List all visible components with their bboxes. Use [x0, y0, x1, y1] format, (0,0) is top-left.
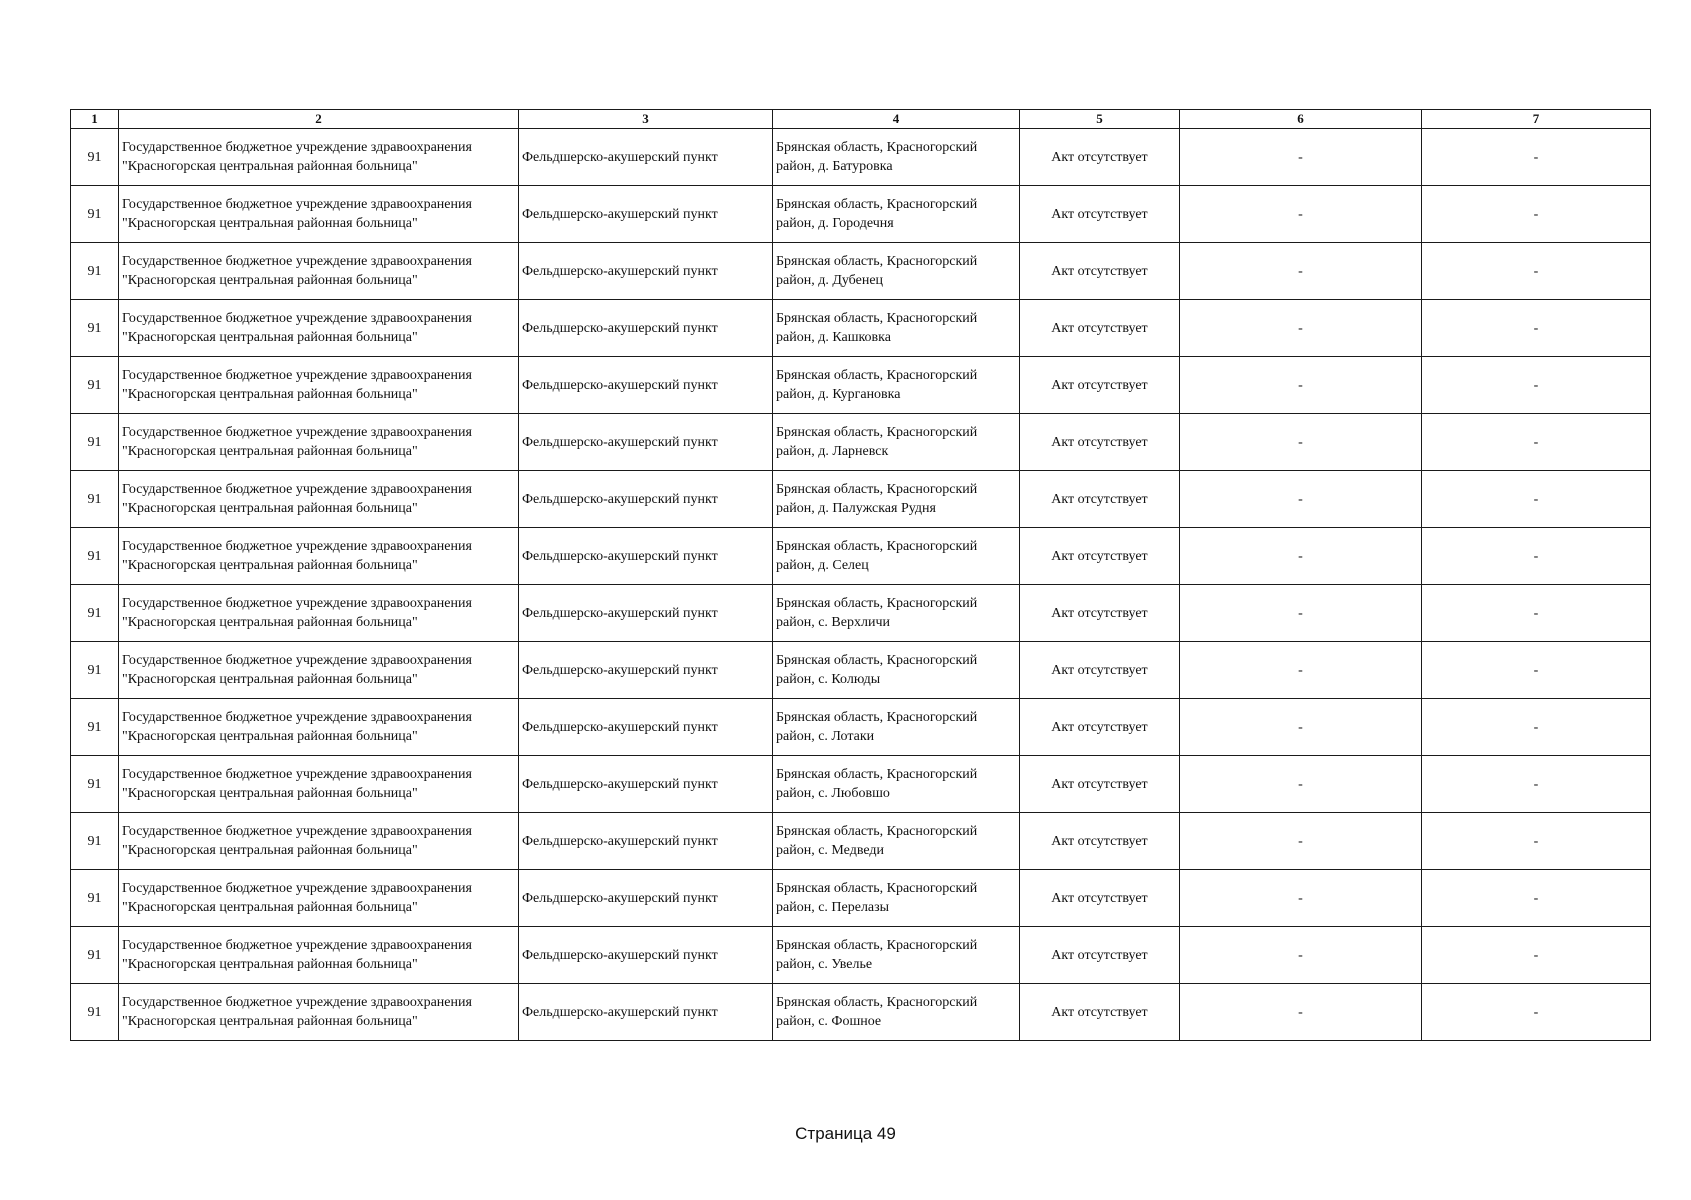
row-number: 91	[71, 870, 119, 927]
facility-type: Фельдшерско-акушерский пункт	[519, 186, 773, 243]
table-row	[71, 414, 1651, 471]
facility-address: Брянская область, Красногорский район, с. Любовшо	[773, 756, 1020, 813]
organization-name: Государственное бюджетное учреждение здравоохранения "Красногорская центральная районная больница"	[119, 186, 519, 243]
facility-type: Фельдшерско-акушерский пункт	[519, 471, 773, 528]
facility-type: Фельдшерско-акушерский пункт	[519, 984, 773, 1041]
row-number: 91	[71, 243, 119, 300]
column-6-value: -	[1180, 984, 1422, 1041]
column-7-value: -	[1422, 813, 1651, 870]
organization-name: Государственное бюджетное учреждение здравоохранения "Красногорская центральная районная больница"	[119, 243, 519, 300]
act-status: Акт отсутствует	[1020, 870, 1180, 927]
facility-address: Брянская область, Красногорский район, д. Кашковка	[773, 300, 1020, 357]
organization-name: Государственное бюджетное учреждение здравоохранения "Красногорская центральная районная больница"	[119, 870, 519, 927]
organization-name: Государственное бюджетное учреждение здравоохранения "Красногорская центральная районная больница"	[119, 927, 519, 984]
facility-address: Брянская область, Красногорский район, с. Лотаки	[773, 699, 1020, 756]
facility-address: Брянская область, Красногорский район, с. Медведи	[773, 813, 1020, 870]
column-7-value: -	[1422, 870, 1651, 927]
column-6-value: -	[1180, 528, 1422, 585]
organization-name: Государственное бюджетное учреждение здравоохранения "Красногорская центральная районная больница"	[119, 813, 519, 870]
column-6-value: -	[1180, 186, 1422, 243]
facility-address: Брянская область, Красногорский район, д. Ларневск	[773, 414, 1020, 471]
act-status: Акт отсутствует	[1020, 186, 1180, 243]
header-row	[71, 110, 1651, 129]
act-status: Акт отсутствует	[1020, 129, 1180, 186]
column-7-value: -	[1422, 756, 1651, 813]
act-status: Акт отсутствует	[1020, 243, 1180, 300]
table-row	[71, 642, 1651, 699]
organization-name: Государственное бюджетное учреждение здравоохранения "Красногорская центральная районная больница"	[119, 300, 519, 357]
act-status: Акт отсутствует	[1020, 585, 1180, 642]
organization-name: Государственное бюджетное учреждение здравоохранения "Красногорская центральная районная больница"	[119, 528, 519, 585]
column-header-5: 5	[1020, 110, 1180, 129]
act-status: Акт отсутствует	[1020, 357, 1180, 414]
table-row	[71, 984, 1651, 1041]
organization-name: Государственное бюджетное учреждение здравоохранения "Красногорская центральная районная больница"	[119, 357, 519, 414]
row-number: 91	[71, 984, 119, 1041]
column-header-7: 7	[1422, 110, 1651, 129]
column-6-value: -	[1180, 642, 1422, 699]
organization-name: Государственное бюджетное учреждение здравоохранения "Красногорская центральная районная больница"	[119, 699, 519, 756]
facility-address: Брянская область, Красногорский район, с. Перелазы	[773, 870, 1020, 927]
column-6-value: -	[1180, 927, 1422, 984]
row-number: 91	[71, 756, 119, 813]
column-header-1: 1	[71, 110, 119, 129]
facility-address: Брянская область, Красногорский район, с. Верхличи	[773, 585, 1020, 642]
facility-address: Брянская область, Красногорский район, д. Палужская Рудня	[773, 471, 1020, 528]
facility-type: Фельдшерско-акушерский пункт	[519, 870, 773, 927]
row-number: 91	[71, 813, 119, 870]
facility-type: Фельдшерско-акушерский пункт	[519, 756, 773, 813]
row-number: 91	[71, 471, 119, 528]
facility-address: Брянская область, Красногорский район, д. Селец	[773, 528, 1020, 585]
column-header-4: 4	[773, 110, 1020, 129]
column-header-6: 6	[1180, 110, 1422, 129]
organization-name: Государственное бюджетное учреждение здравоохранения "Красногорская центральная районная больница"	[119, 129, 519, 186]
table-row	[71, 813, 1651, 870]
organization-name: Государственное бюджетное учреждение здравоохранения "Красногорская центральная районная больница"	[119, 756, 519, 813]
column-7-value: -	[1422, 984, 1651, 1041]
column-6-value: -	[1180, 243, 1422, 300]
facility-type: Фельдшерско-акушерский пункт	[519, 813, 773, 870]
table-row	[71, 471, 1651, 528]
column-6-value: -	[1180, 813, 1422, 870]
column-7-value: -	[1422, 642, 1651, 699]
table-row	[71, 300, 1651, 357]
column-7-value: -	[1422, 414, 1651, 471]
column-7-value: -	[1422, 129, 1651, 186]
column-header-3: 3	[519, 110, 773, 129]
column-7-value: -	[1422, 528, 1651, 585]
table-row	[71, 870, 1651, 927]
facility-type: Фельдшерско-акушерский пункт	[519, 357, 773, 414]
column-6-value: -	[1180, 699, 1422, 756]
facility-type: Фельдшерско-акушерский пункт	[519, 129, 773, 186]
act-status: Акт отсутствует	[1020, 927, 1180, 984]
row-number: 91	[71, 186, 119, 243]
column-6-value: -	[1180, 414, 1422, 471]
facility-type: Фельдшерско-акушерский пункт	[519, 642, 773, 699]
organization-name: Государственное бюджетное учреждение здравоохранения "Красногорская центральная районная больница"	[119, 642, 519, 699]
column-7-value: -	[1422, 471, 1651, 528]
table-row	[71, 756, 1651, 813]
table-row	[71, 186, 1651, 243]
table-row	[71, 585, 1651, 642]
column-6-value: -	[1180, 471, 1422, 528]
column-7-value: -	[1422, 243, 1651, 300]
organization-name: Государственное бюджетное учреждение здравоохранения "Красногорская центральная районная больница"	[119, 471, 519, 528]
row-number: 91	[71, 300, 119, 357]
table-row	[71, 129, 1651, 186]
act-status: Акт отсутствует	[1020, 756, 1180, 813]
row-number: 91	[71, 642, 119, 699]
facility-address: Брянская область, Красногорский район, д. Дубенец	[773, 243, 1020, 300]
row-number: 91	[71, 585, 119, 642]
column-7-value: -	[1422, 357, 1651, 414]
column-7-value: -	[1422, 186, 1651, 243]
table-row	[71, 528, 1651, 585]
row-number: 91	[71, 699, 119, 756]
act-status: Акт отсутствует	[1020, 984, 1180, 1041]
row-number: 91	[71, 357, 119, 414]
act-status: Акт отсутствует	[1020, 699, 1180, 756]
organization-name: Государственное бюджетное учреждение здравоохранения "Красногорская центральная районная больница"	[119, 414, 519, 471]
facility-type: Фельдшерско-акушерский пункт	[519, 300, 773, 357]
act-status: Акт отсутствует	[1020, 642, 1180, 699]
table-row	[71, 243, 1651, 300]
facility-type: Фельдшерско-акушерский пункт	[519, 243, 773, 300]
column-6-value: -	[1180, 870, 1422, 927]
document-sheet	[70, 109, 1650, 1041]
facility-address: Брянская область, Красногорский район, д. Кургановка	[773, 357, 1020, 414]
facility-type: Фельдшерско-акушерский пункт	[519, 414, 773, 471]
facility-address: Брянская область, Красногорский район, с. Увелье	[773, 927, 1020, 984]
act-status: Акт отсутствует	[1020, 471, 1180, 528]
organization-name: Государственное бюджетное учреждение здравоохранения "Красногорская центральная районная больница"	[119, 585, 519, 642]
column-6-value: -	[1180, 129, 1422, 186]
act-status: Акт отсутствует	[1020, 813, 1180, 870]
facility-type: Фельдшерско-акушерский пункт	[519, 528, 773, 585]
facility-type: Фельдшерско-акушерский пункт	[519, 699, 773, 756]
organization-name: Государственное бюджетное учреждение здравоохранения "Красногорская центральная районная больница"	[119, 984, 519, 1041]
facility-address: Брянская область, Красногорский район, д. Батуровка	[773, 129, 1020, 186]
act-status: Акт отсутствует	[1020, 528, 1180, 585]
column-6-value: -	[1180, 300, 1422, 357]
registry-table	[70, 109, 1651, 1041]
row-number: 91	[71, 414, 119, 471]
facility-address: Брянская область, Красногорский район, с. Фошное	[773, 984, 1020, 1041]
table-row	[71, 699, 1651, 756]
table-row	[71, 357, 1651, 414]
facility-type: Фельдшерско-акушерский пункт	[519, 585, 773, 642]
page-number: Страница 49	[795, 1124, 896, 1143]
facility-type: Фельдшерско-акушерский пункт	[519, 927, 773, 984]
row-number: 91	[71, 927, 119, 984]
column-6-value: -	[1180, 357, 1422, 414]
table-row	[71, 927, 1651, 984]
act-status: Акт отсутствует	[1020, 300, 1180, 357]
row-number: 91	[71, 528, 119, 585]
facility-address: Брянская область, Красногорский район, с. Колюды	[773, 642, 1020, 699]
act-status: Акт отсутствует	[1020, 414, 1180, 471]
column-7-value: -	[1422, 927, 1651, 984]
column-7-value: -	[1422, 585, 1651, 642]
column-7-value: -	[1422, 300, 1651, 357]
column-header-2: 2	[119, 110, 519, 129]
column-6-value: -	[1180, 585, 1422, 642]
facility-address: Брянская область, Красногорский район, д. Городечня	[773, 186, 1020, 243]
row-number: 91	[71, 129, 119, 186]
column-7-value: -	[1422, 699, 1651, 756]
column-6-value: -	[1180, 756, 1422, 813]
